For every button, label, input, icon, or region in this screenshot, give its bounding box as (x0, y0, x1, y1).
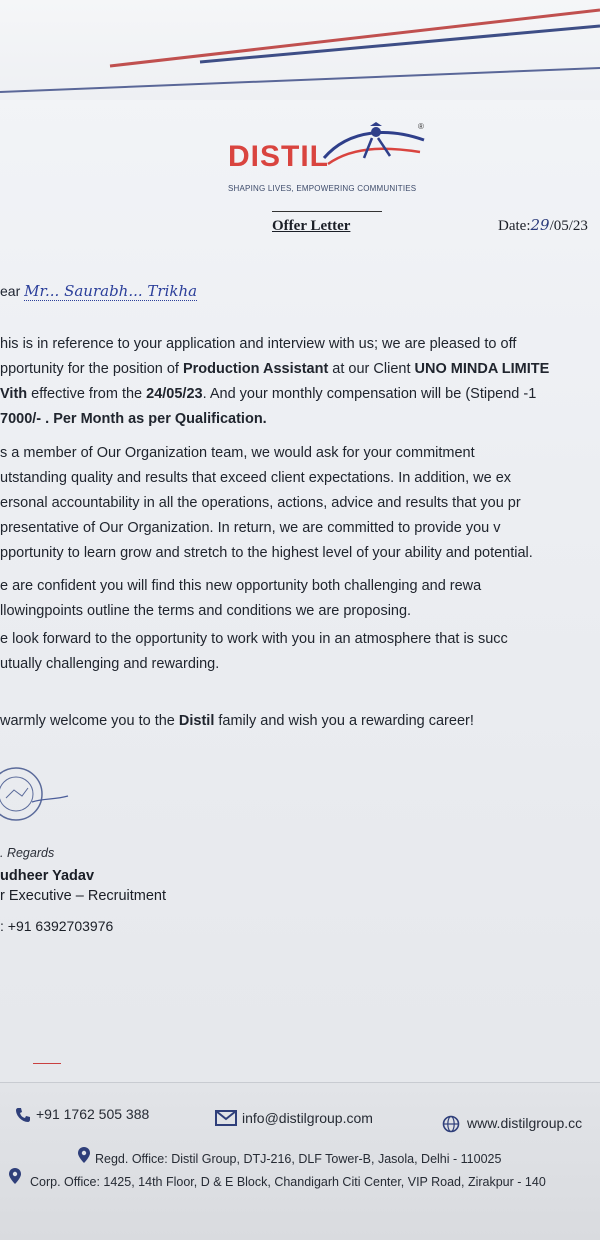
text-run: family and wish you a rewarding career! (214, 713, 474, 729)
footer-regd-office: Regd. Office: Distil Group, DTJ-216, DLF Tower-B, Jasola, Delhi - 110025 (95, 1152, 502, 1166)
position-name: Production Assistant (182, 361, 329, 377)
signatory-phone: : +91 6392703976 (0, 918, 114, 934)
paragraph-line: llowingpoints outline the terms and conditions we are proposing. (0, 603, 412, 619)
title-overline (272, 211, 382, 212)
signatory-name: udheer Yadav (0, 868, 95, 884)
paragraph-line (0, 407, 549, 432)
text-run: pportunity for the position of (0, 361, 183, 377)
paragraph-welcome (0, 709, 474, 734)
graduate-figure-icon (320, 118, 430, 178)
text-run: at our Client (328, 361, 415, 377)
registered-mark: ® (418, 122, 424, 131)
text-run: effective from the (27, 386, 147, 402)
paragraph-line: his is in reference to your application and interview with us; we are pleased to off (0, 336, 517, 352)
logo-wordmark: DISTIL (228, 140, 329, 173)
paragraph-line (0, 382, 549, 407)
paragraph-line: e are confident you will find this new opportunity both challenging and rewa (0, 578, 482, 594)
footer-email: info@distilgroup.com (242, 1110, 373, 1126)
phone-icon (14, 1106, 32, 1124)
text-run-bold: Vith (0, 386, 28, 402)
footer-accent-line (33, 1063, 61, 1064)
paragraph-line (0, 357, 549, 382)
paragraph-line: utstanding quality and results that exceed client expectations. In addition, we ex (0, 470, 512, 486)
footer-divider (0, 1082, 600, 1083)
paragraph-line: s a member of Our Organization team, we would ask for your commitment (0, 445, 475, 461)
signatory-title: r Executive – Recruitment (0, 888, 167, 904)
location-pin-icon (8, 1167, 22, 1185)
company-seal-stamp (0, 760, 78, 830)
paragraph-line: utually challenging and rewarding. (0, 656, 220, 672)
date-month-year: /05/23 (549, 218, 588, 234)
letter-date (498, 216, 588, 235)
paragraph-line: pportunity to learn grow and stretch to the highest level of your ability and potential. (0, 545, 533, 561)
paragraph-offer (0, 332, 549, 432)
effective-date: 24/05/23 (146, 386, 203, 402)
footer-corp-office: Corp. Office: 1425, 14th Floor, D & E Block, Chandigarh Citi Center, VIP Road, Zirakpur - 140 (30, 1175, 546, 1189)
signature-regards: . Regards (0, 846, 55, 860)
client-name: UNO MINDA LIMITE (414, 361, 550, 377)
paragraph-line: ersonal accountability in all the operations, actions, advice and results that you pr (0, 495, 521, 511)
paragraph-line: presentative of Our Organization. In return, we are committed to provide you v (0, 520, 501, 536)
date-label: Date: (498, 218, 531, 234)
paragraph-line: e look forward to the opportunity to work with you in an atmosphere that is succ (0, 631, 508, 647)
logo-tagline: SHAPING LIVES, EMPOWERING COMMUNITIES (228, 184, 417, 193)
paragraph-confidence (0, 574, 481, 624)
globe-icon (442, 1115, 460, 1133)
location-pin-icon (77, 1146, 91, 1164)
paragraph-look-forward (0, 627, 508, 677)
text-run: . And your monthly compensation will be (Stipend -1 (202, 386, 537, 402)
stipend-text: 7000/- . Per Month as per Qualification. (0, 411, 267, 427)
date-day-handwritten: 29 (530, 216, 550, 234)
footer-phone: +91 1762 505 388 (36, 1106, 150, 1122)
paragraph-commitment (0, 441, 533, 566)
addressee-name-handwritten: Mr... Saurabh... Trikha (24, 282, 198, 300)
text-run: warmly welcome you to the (0, 713, 179, 729)
offer-letter-title: Offer Letter (272, 218, 351, 234)
distil-logo (228, 118, 438, 200)
salutation-prefix: ear (0, 283, 21, 299)
email-icon (215, 1110, 237, 1126)
header-decorative-lines (0, 0, 600, 100)
company-name: Distil (178, 713, 215, 729)
footer-website: www.distilgroup.cc (467, 1115, 583, 1131)
salutation (0, 282, 197, 300)
paragraph-line (0, 709, 474, 734)
